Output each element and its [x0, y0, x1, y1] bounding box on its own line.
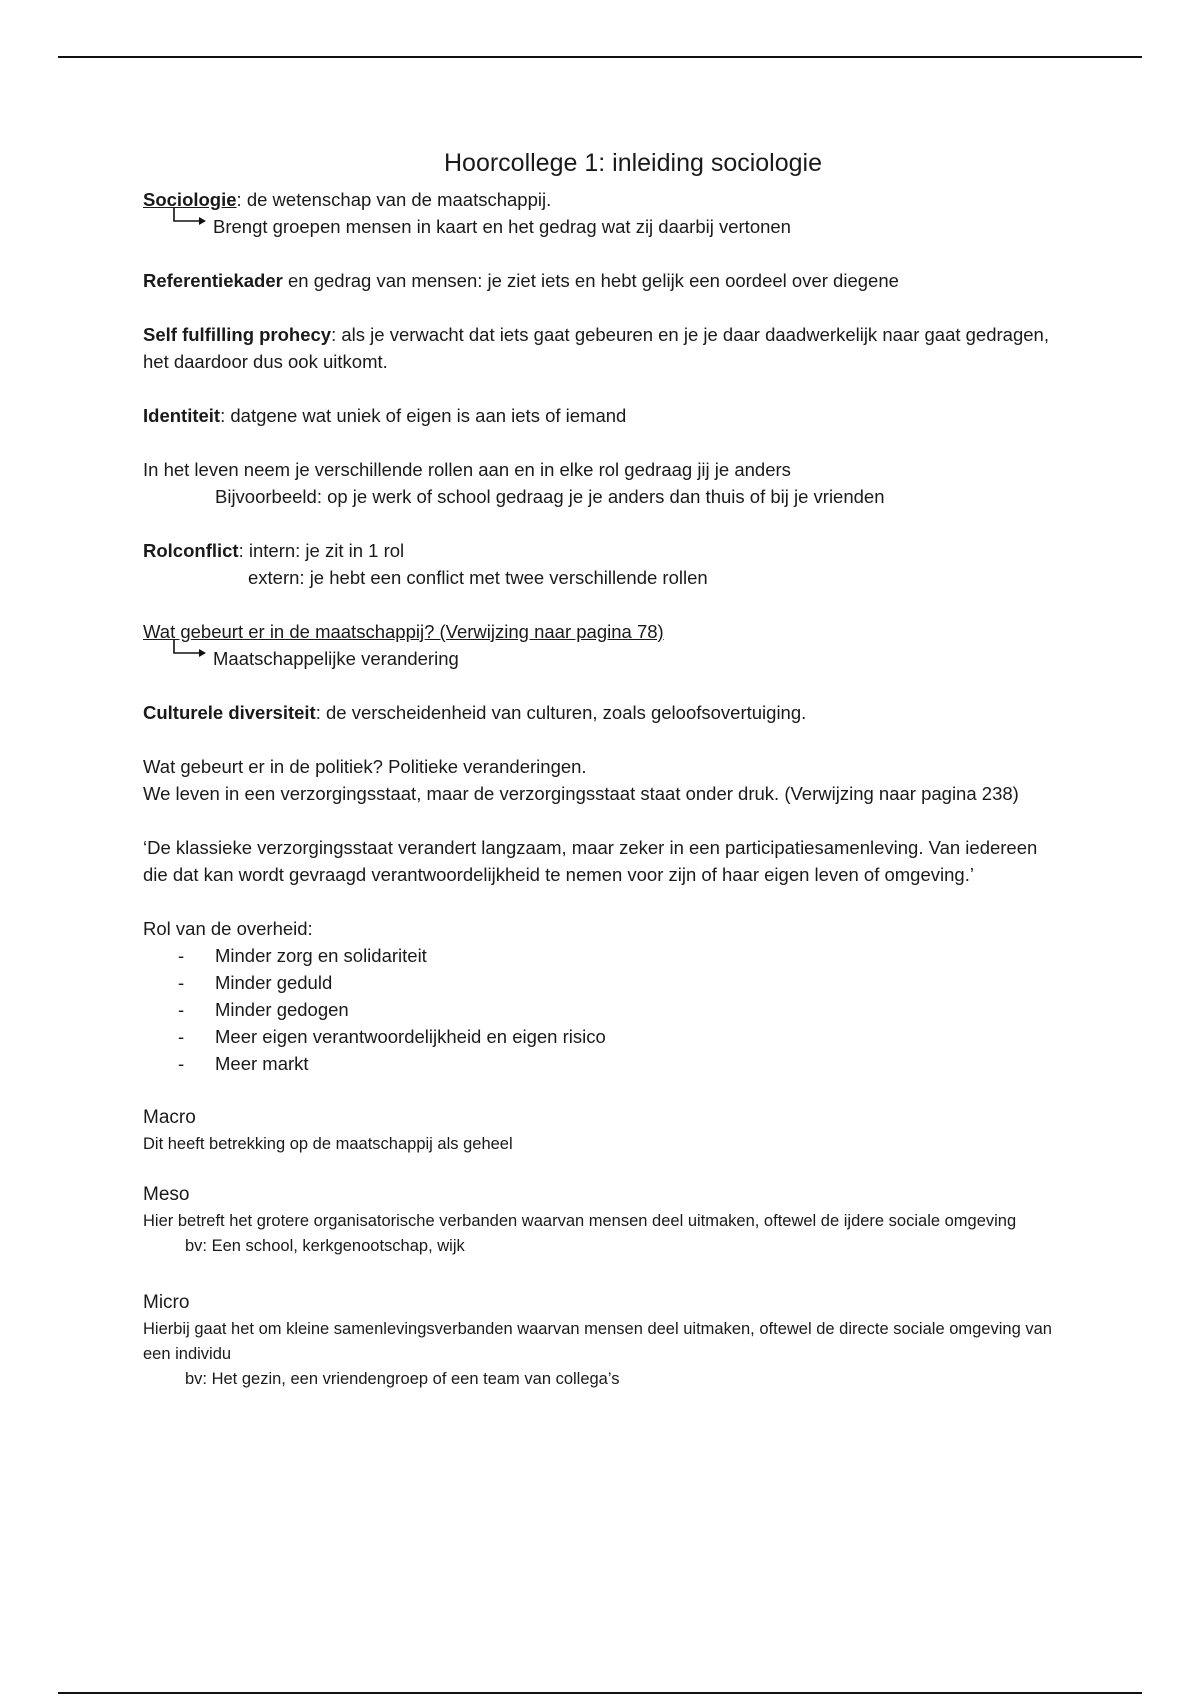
list-item [178, 942, 1063, 969]
elbow-arrow-icon [173, 639, 203, 659]
dash-bullet: - [178, 1026, 185, 1047]
list-item-text: Minder gedogen [215, 999, 349, 1020]
dash-bullet: - [178, 1053, 185, 1074]
list-item [178, 969, 1063, 996]
list-item-text: Minder zorg en solidariteit [215, 945, 427, 966]
macro-heading: Macro [143, 1107, 196, 1128]
self-fulfilling-text: : als je verwacht dat iets gaat gebeuren en je je daar daadwerkelijk naar gaat gedragen, het daardoor dus ook uitkomt. [143, 324, 1049, 372]
sociologie-definition [143, 186, 1063, 213]
list-item [178, 1050, 1063, 1077]
term-referentiekader: Referentiekader [143, 270, 283, 291]
page-title: Hoorcollege 1: inleiding sociologie [443, 149, 822, 177]
maatschappij-arrow-text: Maatschappelijke verandering [213, 648, 459, 669]
elbow-arrow-icon [173, 207, 203, 227]
sociologie-arrow-text: Brengt groepen mensen in kaart en het gedrag wat zij daarbij vertonen [213, 216, 791, 237]
rolconflict-intern: : intern: je zit in 1 rol [238, 540, 405, 561]
rollen-line: In het leven neem je verschillende rollen aan en in elke rol gedraag jij je anders [143, 459, 791, 480]
meso-text: Hier betreft het grotere organisatorische verbanden waarvan mensen deel uitmaken, oftewel de ijdere sociale omgeving [143, 1212, 1017, 1230]
meso-heading: Meso [143, 1184, 190, 1205]
term-self-fulfilling: Self fulfilling prohecy [143, 324, 332, 345]
dash-bullet: - [178, 972, 185, 993]
list-item-text: Meer eigen verantwoordelijkheid en eigen risico [215, 1026, 606, 1047]
document-page [143, 146, 1063, 1392]
maatschappij-question: Wat gebeurt er in de maatschappij? (Verwijzing naar pagina 78) [143, 621, 664, 642]
term-identiteit: Identiteit [143, 405, 221, 426]
micro-text: Hierbij gaat het om kleine samenlevingsverbanden waarvan mensen deel uitmaken, oftewel de directe sociale omgeving van een individu [143, 1320, 1052, 1363]
culturele-text: : de verscheidenheid van culturen, zoals geloofsovertuiging. [315, 702, 807, 723]
term-sociologie: Sociologie [143, 189, 237, 210]
politiek-line1: Wat gebeurt er in de politiek? Politieke veranderingen. [143, 756, 587, 777]
maatschappij-arrow-note [143, 645, 1063, 672]
dash-bullet: - [178, 945, 185, 966]
overheid-heading: Rol van de overheid: [143, 918, 313, 939]
overheid-list [143, 942, 1063, 1077]
micro-heading: Micro [143, 1292, 190, 1313]
sociologie-arrow-note [143, 213, 1063, 240]
identiteit-text: : datgene wat uniek of eigen is aan iets of iemand [220, 405, 627, 426]
footer-rule [58, 1692, 1142, 1694]
politiek-line2: We leven in een verzorgingsstaat, maar de verzorgingsstaat staat onder druk. (Verwijzing naar pagina 238) [143, 783, 1019, 804]
micro-example: bv: Het gezin, een vriendengroep of een team van collega’s [185, 1370, 620, 1388]
dash-bullet: - [178, 999, 185, 1020]
referentiekader-definition [143, 267, 1063, 294]
referentiekader-text: en gedrag van mensen: je ziet iets en hebt gelijk een oordeel over diegene [282, 270, 899, 291]
list-item-text: Minder geduld [215, 972, 333, 993]
rolconflict-definition [143, 537, 1063, 564]
culturele-definition [143, 699, 1063, 726]
verzorgingsstaat-quote: ‘De klassieke verzorgingsstaat verandert langzaam, maar zeker in een participatiesamenleving. Van iedereen die dat kan wordt gevraagd verantwoordelijkheid te nemen voor zijn of haar eigen leven of omgeving.’ [143, 837, 1038, 885]
term-culturele-diversiteit: Culturele diversiteit [143, 702, 316, 723]
identiteit-definition [143, 402, 1063, 429]
meso-example: bv: Een school, kerkgenootschap, wijk [185, 1237, 465, 1255]
self-fulfilling-definition [143, 321, 1063, 375]
list-item [178, 996, 1063, 1023]
rollen-example: Bijvoorbeeld: op je werk of school gedraag je je anders dan thuis of bij je vrienden [215, 486, 885, 507]
rolconflict-extern: extern: je hebt een conflict met twee verschillende rollen [248, 567, 708, 588]
macro-text: Dit heeft betrekking op de maatschappij als geheel [143, 1135, 513, 1153]
term-rolconflict: Rolconflict [143, 540, 239, 561]
sociologie-text: : de wetenschap van de maatschappij. [236, 189, 552, 210]
list-item-text: Meer markt [215, 1053, 309, 1074]
header-rule [58, 56, 1142, 58]
list-item [178, 1023, 1063, 1050]
